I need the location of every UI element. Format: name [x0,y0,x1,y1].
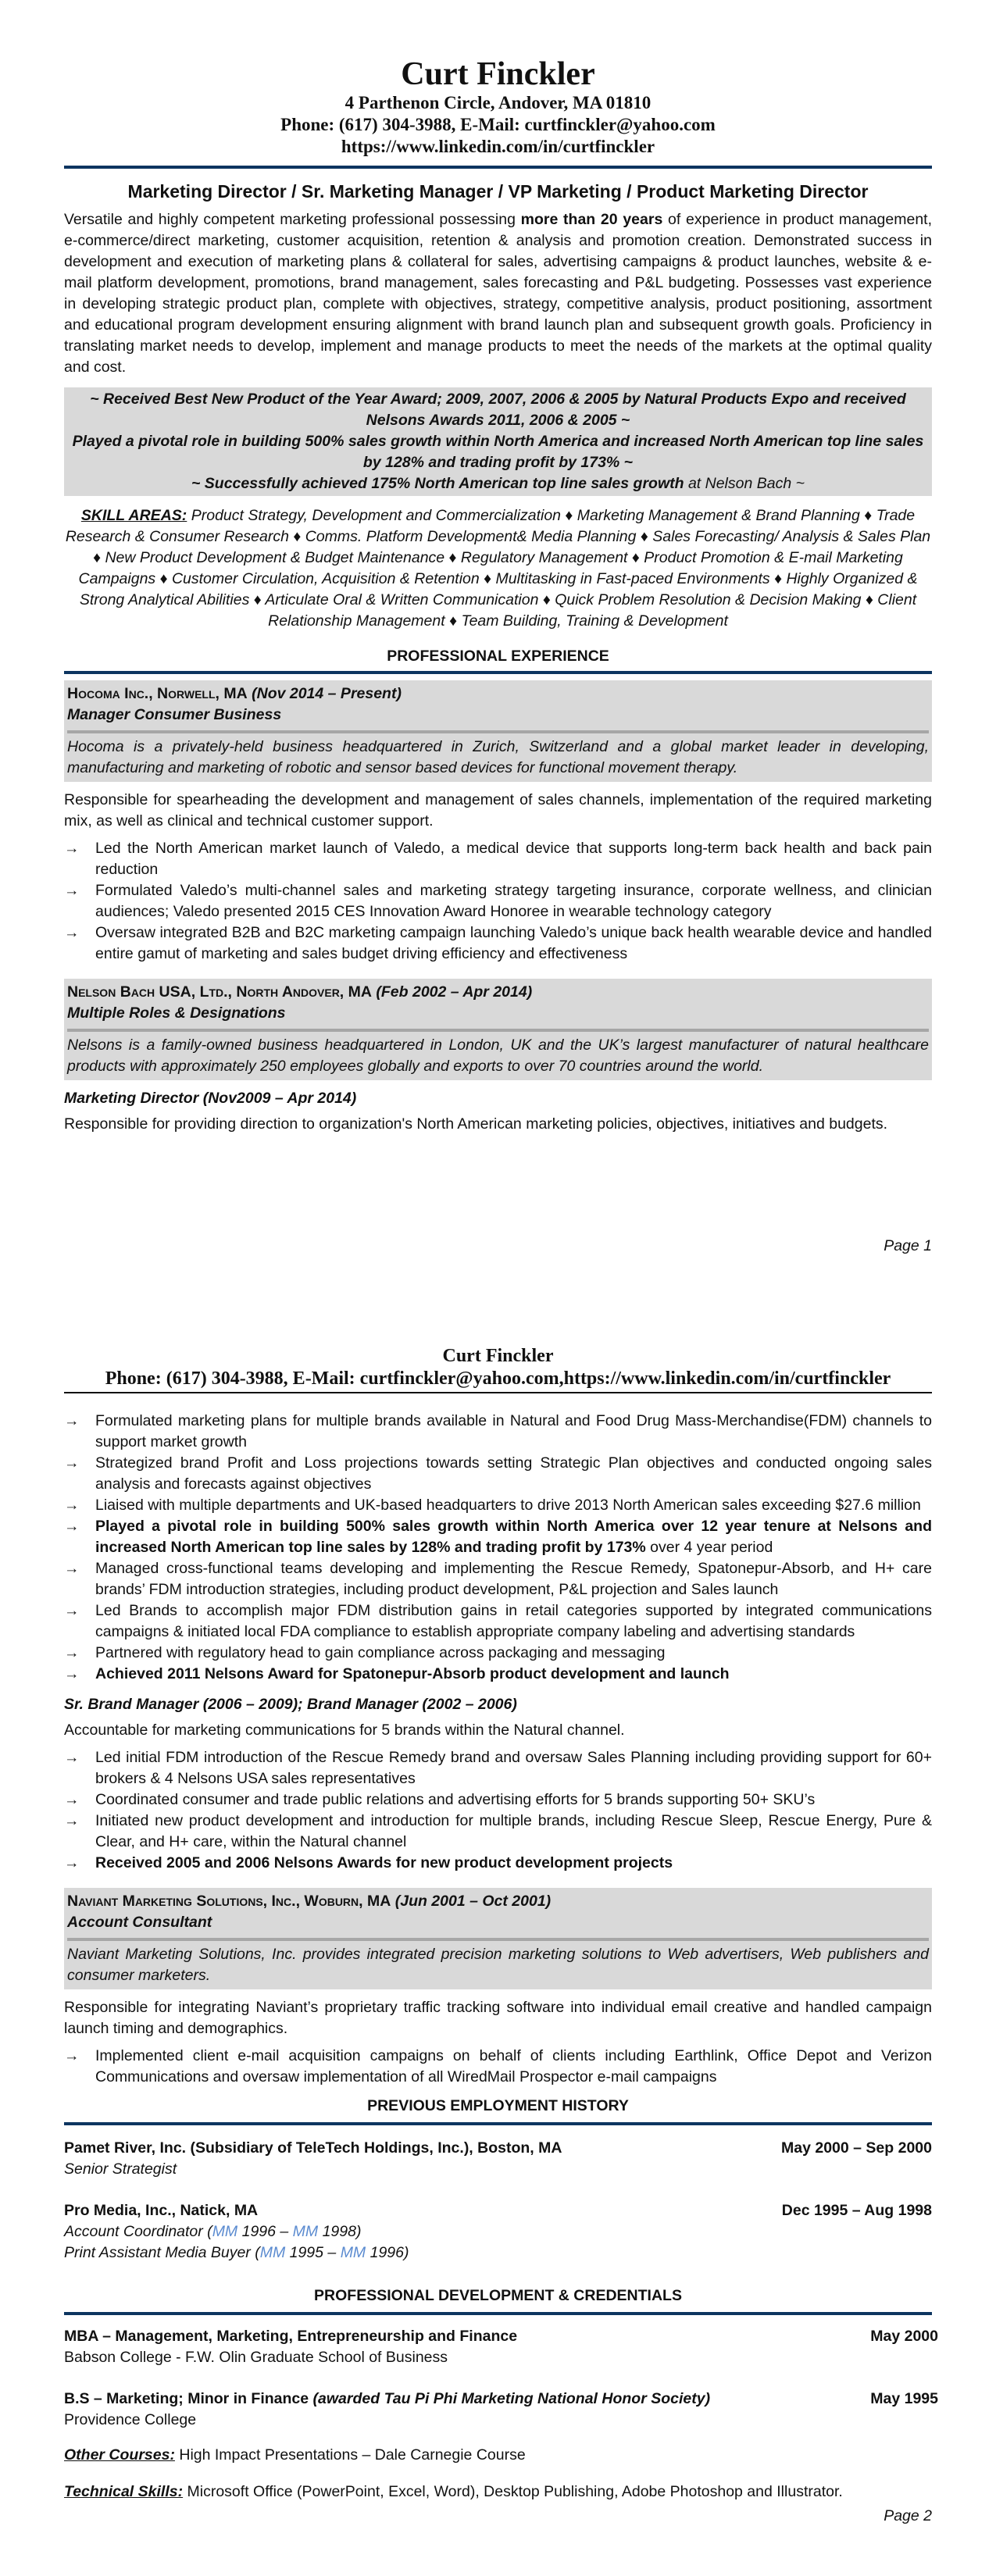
job-dates: Dec 1995 – Aug 1998 [781,2202,932,2219]
arrow-bullet-icon: → [64,1602,80,1619]
job-dates: (Jun 2001 – Oct 2001) [391,1893,552,1910]
resume-header [64,56,932,158]
degree-date: May 1995 [870,2390,938,2407]
linkedin-url[interactable]: https://www.linkedin.com/in/curtfinckler [341,137,655,156]
job-title: Senior Strategist [64,2160,177,2178]
other-courses-label: Other Courses: [64,2446,175,2464]
list-item-highlight [64,1664,932,1685]
list-item [64,880,932,922]
section-title-credentials: PROFESSIONAL DEVELOPMENT & CREDENTIALS [314,2287,682,2304]
list-item [64,1747,932,1789]
page2-contact: Phone: (617) 304-3988, E-Mail: curtfinckler@yahoo.com,https://www.linkedin.com/in/curtfinckler [105,1368,891,1389]
page-number-1: Page 1 [884,1237,932,1254]
bullet-text: Received 2005 and 2006 Nelsons Awards for new product development projects [95,1854,673,1871]
arrow-bullet-icon: → [64,1497,80,1514]
arrow-bullet-icon: → [64,1412,80,1429]
job-title [64,2221,932,2242]
page-2 [64,1345,938,2527]
month-placeholder: MM [259,2244,286,2261]
bullet-text: Managed cross-functional teams developing and implementing the Rescue Remedy, Spatonepur-Absorb, and H+ care brands’ FDM introduction strategies, including product development, P&L projection and Sales launch [95,1560,932,1598]
page-number-2: Page 2 [884,2507,932,2524]
list-item [64,838,932,880]
job-dates: May 2000 – Sep 2000 [781,2139,932,2157]
list-item-highlight [64,1516,932,1558]
bullet-text: Liaised with multiple departments and UK-based headquarters to drive 2013 North American sales exceeding $27.6 million [95,1497,921,1514]
arrow-bullet-icon: → [64,1854,80,1871]
address: 4 Parthenon Circle, Andover, MA 01810 [344,93,652,112]
education-row [64,2326,938,2347]
company-name: Pro Media, Inc., Natick, MA [64,2202,259,2219]
job-responsibility: Responsible for integrating Naviant’s proprietary traffic tracking software into individual email creative and handled campaign launch timing and demographics. [64,1999,932,2037]
arrow-bullet-icon: → [64,1454,80,1472]
company-line [67,1891,929,1912]
box-divider [67,1029,929,1032]
award-line-3 [69,473,927,494]
role-year: 1996 – [237,2223,293,2240]
bullet-text: Implemented client e-mail acquisition campaigns on behalf of clients including Earthlink, Office Depot and Verizon Communications and oversaw implementation of all WiredMail Prospector e-mail campaigns [95,2047,932,2085]
page-1 [64,56,932,1254]
bullet-text-tail: over 4 year period [645,1539,773,1556]
arrow-bullet-icon: → [64,1665,80,1682]
education-bs [64,2389,938,2431]
summary-text: Versatile and highly competent marketing professional possessing [64,211,521,228]
hocoma-bullets [64,838,932,965]
bullet-text: Played a pivotal role in building 500% sales growth within North America over 12 year tenure at Nelsons and increased North American top line sales by 128% and trading profit by 173% [95,1518,932,1556]
contact-line: Phone: (617) 304-3988, E-Mail: curtfinckler@yahoo.com [280,115,716,134]
job-title: Manager Consumer Business [67,706,282,723]
section-rule [64,2312,932,2315]
section-rule [64,2122,932,2125]
arrow-bullet-icon: → [64,1791,80,1808]
list-item [64,1789,932,1811]
month-placeholder: MM [212,2223,238,2240]
bullet-text: Oversaw integrated B2B and B2C marketing campaign launching Valedo’s unique back health wearable device and handled entire gamut of marketing and sales budget driving efficiency and effectiveness [95,924,932,962]
company-name: Naviant Marketing Solutions, Inc., Woburn, MA [67,1893,391,1910]
job-responsibility: Responsible for spearheading the development and management of sales channels, implementation of the required marketing mix, as well as clinical and technical customer support. [64,791,932,830]
company-description: Naviant Marketing Solutions, Inc. provides integrated precision marketing solutions to Web advertisers, Web publishers and consumer marketers. [67,1946,929,1984]
school: Providence College [64,2411,197,2428]
arrow-bullet-icon: → [64,840,80,857]
company-line [67,982,929,1003]
arrow-bullet-icon: → [64,882,80,899]
award-line-3-normal: at Nelson Bach ~ [684,475,805,492]
role-year: 1995 – [285,2244,341,2261]
previous-job-row [64,2200,932,2221]
bullet-text: Led Brands to accomplish major FDM distribution gains in retail categories supported by integrated communications campaigns & initiated local FDA compliance to establish appropriate company labeling and advertising standards [95,1602,932,1640]
sub-role-title: Marketing Director (Nov2009 – Apr 2014) [64,1090,357,1107]
sub-role-responsibility: Accountable for marketing communications for 5 brands within the Natural channel. [64,1721,625,1739]
page2-header-rule [64,1392,932,1393]
naviant-bullets [64,2046,932,2088]
section-rule [64,671,932,674]
month-placeholder: MM [340,2244,366,2261]
award-line-2: Played a pivotal role in building 500% sales growth within North America and increased North American top line sales by 128% and trading profit by 173% ~ [72,433,924,471]
bullet-text: Partnered with regulatory head to gain compliance across packaging and messaging [95,1644,666,1661]
role-title: Print Assistant Media Buyer ( [64,2244,260,2261]
job-header-naviant [64,1888,932,1989]
award-line-1: ~ Received Best New Product of the Year Award; 2009, 2007, 2006 & 2005 by Natural Products Expo and received Nelsons Awards 2011, 2006 & 2005 ~ [90,391,906,429]
list-item [64,1643,932,1664]
job-title: Multiple Roles & Designations [67,1004,286,1022]
bullet-text: Initiated new product development and introduction for multiple brands, including Rescue Sleep, Rescue Energy, Pure & Clear, and H+ care, within the Natural channel [95,1812,932,1850]
company-line [67,683,929,705]
section-title-experience: PROFESSIONAL EXPERIENCE [387,648,609,665]
awards-box [64,387,932,496]
summary-bold: more than 20 years [520,211,663,228]
technical-skills [64,2481,932,2503]
bullet-text: Achieved 2011 Nelsons Award for Spatonepur-Absorb product development and launch [95,1665,730,1682]
sub-role-responsibility: Responsible for providing direction to organization's North American marketing policies, objectives, initiatives and budgets. [64,1115,888,1133]
role-title: Account Coordinator ( [64,2223,212,2240]
job-dates: (Nov 2014 – Present) [247,685,402,702]
bullet-text: Strategized brand Profit and Loss projections towards setting Strategic Plan objectives and conducted ongoing sales analysis and forecasts against objectives [95,1454,932,1493]
company-name: Nelson Bach USA, Ltd., North Andover, MA [67,983,372,1001]
degree-date: May 2000 [870,2328,938,2345]
candidate-name: Curt Finckler [401,56,595,92]
arrow-bullet-icon: → [64,1518,80,1535]
role-year: 1998) [318,2223,362,2240]
list-item [64,2046,932,2088]
box-divider [67,1938,929,1941]
section-title-previous: PREVIOUS EMPLOYMENT HISTORY [367,2097,629,2114]
arrow-bullet-icon: → [64,1749,80,1766]
list-item [64,1495,932,1516]
headline: Marketing Director / Sr. Marketing Manager / VP Marketing / Product Marketing Director [127,181,869,202]
page2-name: Curt Finckler [442,1346,554,1366]
arrow-bullet-icon: → [64,1644,80,1661]
list-item [64,1811,932,1853]
company-description: Hocoma is a privately-held business headquartered in Zurich, Switzerland and a global market leader in developing, manufacturing and marketing of robotic and sensor based devices for functional movement therapy. [67,738,929,776]
other-courses-text: High Impact Presentations – Dale Carnegie Course [174,2446,526,2464]
education-row [64,2389,938,2410]
bullet-text: Coordinated consumer and trade public relations and advertising efforts for 5 brands supporting 50+ SKU’s [95,1791,816,1808]
arrow-bullet-icon: → [64,1812,80,1829]
summary [64,209,932,378]
job-title: Account Consultant [67,1914,212,1931]
list-item [64,1411,932,1453]
degree [64,2389,710,2410]
marketing-director-bullets [64,1411,932,1685]
list-item [64,1600,932,1643]
job-title [64,2242,932,2264]
award-line-3-bold: ~ Successfully achieved 175% North American top line sales growth [191,475,684,492]
company-description: Nelsons is a family-owned business headquartered in London, UK and the UK’s largest manufacturer of natural healthcare products with approximately 250 employees globally and exports to over 70 countries around the world. [67,1036,929,1075]
degree-note: (awarded Tau Pi Phi Marketing National Honor Society) [312,2390,711,2407]
company-name: Pamet River, Inc. (Subsidiary of TeleTech Holdings, Inc.), Boston, MA [64,2139,562,2157]
skill-areas-label: SKILL AREAS: [80,507,187,524]
arrow-bullet-icon: → [64,924,80,941]
list-item [64,922,932,965]
brand-manager-bullets [64,1747,932,1874]
summary-text-rest: of experience in product management, e-commerce/direct marketing, customer acquisition, retention & analysis and promotion creation. Demonstrated success in development and execution of marketing plans & collateral for sales, advertising campaigns & product launches, website & e-mail platform development, promotions, brand management, sales forecasting and P&L budgeting. Possesses vast experience in developing strategic product plan, complete with objectives, strategy, competitive analysis, product positioning, assortment and educational program development ensuring alignment with brand launch plan and subsequent growth goals. Proficiency in translating market needs to develop, implement and manage products to meet the needs of the markets at the optimal quality and cost. [64,211,932,376]
other-courses [64,2445,932,2466]
bullet-text: Formulated Valedo’s multi-channel sales and marketing strategy targeting insurance, corporate wellness, and clinician audiences; Valedo presented 2015 CES Innovation Award Honoree in wearable technology category [95,882,932,920]
previous-job-pro-media [64,2200,932,2264]
degree-text: MBA – Management, Marketing, Entrepreneurship and Finance [64,2328,518,2345]
box-divider [67,730,929,733]
technical-skills-text: Microsoft Office (PowerPoint, Excel, Word), Desktop Publishing, Adobe Photoshop and Illustrator. [183,2483,843,2500]
degree-text: B.S – Marketing; Minor in Finance [64,2390,313,2407]
job-header-nelson-bach [64,979,932,1080]
bullet-text: Led initial FDM introduction of the Rescue Remedy brand and oversaw Sales Planning including providing support for 60+ brokers & 4 Nelsons USA sales representatives [95,1749,932,1787]
list-item [64,1558,932,1600]
degree [64,2326,517,2347]
job-header-hocoma [64,680,932,782]
company-name: Hocoma Inc., Norwell, MA [67,685,248,702]
list-item-highlight [64,1853,932,1874]
arrow-bullet-icon: → [64,2047,80,2064]
arrow-bullet-icon: → [64,1560,80,1577]
technical-skills-label: Technical Skills: [64,2483,184,2500]
skill-areas [64,505,932,632]
education-mba [64,2326,938,2368]
header-rule [64,166,932,169]
bullet-text: Formulated marketing plans for multiple brands available in Natural and Food Drug Mass-Merchandise(FDM) channels to support market growth [95,1412,932,1450]
job-dates: (Feb 2002 – Apr 2014) [371,983,533,1001]
previous-job-pamet [64,2138,932,2180]
bullet-text: Led the North American market launch of Valedo, a medical device that supports long-term back health and back pain reduction [95,840,932,878]
list-item [64,1453,932,1495]
role-year: 1996) [366,2244,409,2261]
skill-areas-list: Product Strategy, Development and Commercialization ♦ Marketing Management & Brand Planning ♦ Trade Research & Consumer Research ♦ Comms. Platform Development& Media Planning ♦ Sales Forecasting/ Analysis & Sales Plan ♦ New Product Development & Budget Maintenance ♦ Regulatory Management ♦ Product Promotion & E-mail Marketing Campaigns ♦ Customer Circulation, Acquisition & Retention ♦ Multitasking in Fast-paced Environments ♦ Highly Organized & Strong Analytical Abilities ♦ Articulate Oral & Written Communication ♦ Quick Problem Resolution & Decision Making ♦ Client Relationship Management ♦ Team Building, Training & Development [65,507,931,630]
sub-role-title: Sr. Brand Manager (2006 – 2009); Brand Manager (2002 – 2006) [64,1696,517,1713]
school: Babson College - F.W. Olin Graduate School of Business [64,2349,448,2366]
month-placeholder: MM [292,2223,319,2240]
previous-job-row [64,2138,932,2159]
